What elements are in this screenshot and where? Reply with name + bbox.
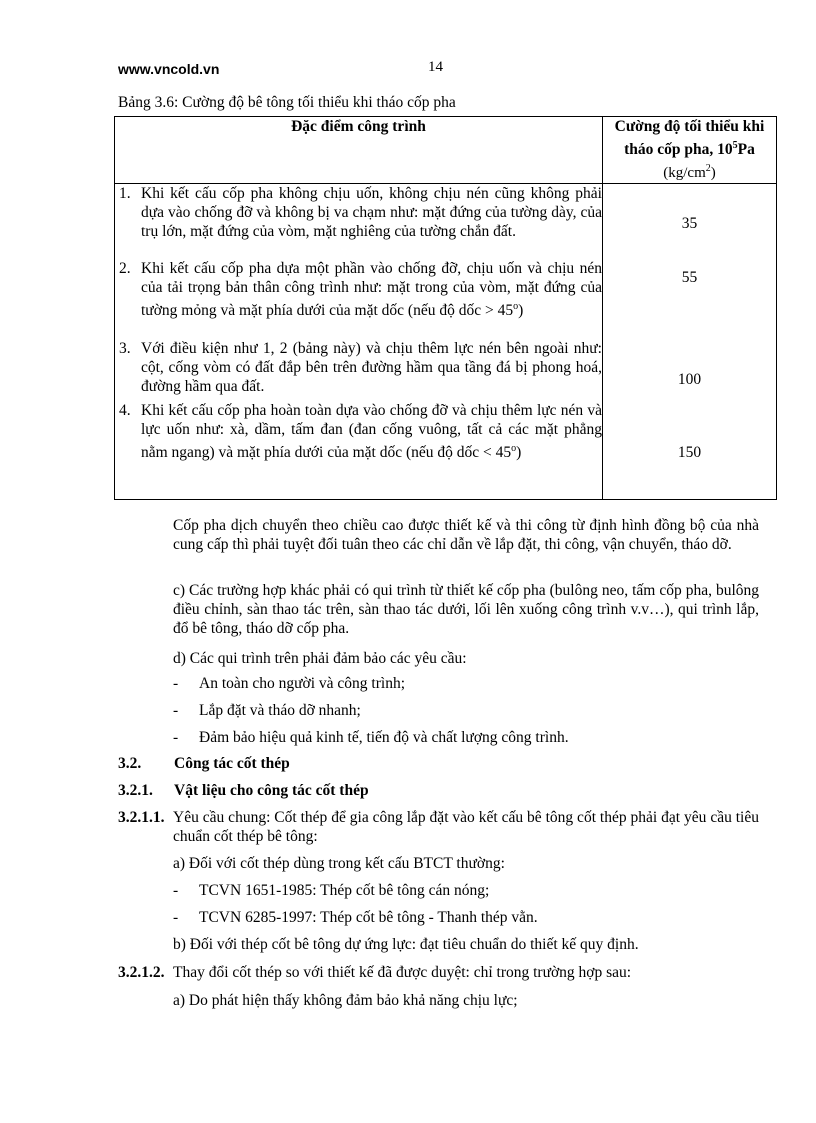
table-row-item: 4. Khi kết cấu cốp pha hoàn toàn dựa vào chống đỡ và chịu thêm lực nén và lực uốn như: xà, dầm, tấm đan (đan cống vuông, tất cả các mặt phẳng nằm ngang) và mặt phía dưới của mặt dốc (nếu độ dốc < $45^o$) bbox=[119, 402, 602, 462]
bullet-item: Lắp đặt và tháo dỡ nhanh; bbox=[199, 702, 361, 719]
bullet-dash: - bbox=[173, 909, 179, 926]
strength-value: 55 bbox=[681, 269, 698, 287]
paragraph: Cốp pha dịch chuyển theo chiều cao được thiết kế và thi công từ định hình đồng bộ của nhà cung cấp thì phải tuyệt đối tuân theo các chỉ dẫn về lắp đặt, thi công, vận chuyển, tháo dỡ. bbox=[173, 517, 759, 553]
concrete-strength-table bbox=[114, 116, 777, 500]
table-row-item: 1. Khi kết cấu cốp pha không chịu uốn, không chịu nén cũng không phải dựa vào chống đỡ và không bị va chạm như: mặt đứng của tường dày, của trụ lớn, mặt đứng của vòm, mặt nghiêng của tường chắn đất. bbox=[119, 185, 602, 241]
section-number: 3.2. bbox=[118, 755, 142, 772]
clause-number: 3.2.1.2. bbox=[118, 964, 165, 981]
table-caption: Bảng 3.6: Cường độ bê tông tối thiểu khi tháo cốp pha bbox=[118, 94, 456, 111]
bullet-dash: - bbox=[173, 729, 179, 746]
clause-number: 3.2.1.1. bbox=[118, 809, 165, 826]
subsection-title: Vật liệu cho công tác cốt thép bbox=[174, 782, 369, 799]
section-title: Công tác cốt thép bbox=[174, 755, 290, 772]
characteristics-cell bbox=[115, 184, 603, 500]
table-row-item: 3. Với điều kiện như 1, 2 (bảng này) và chịu thêm lực nén bên ngoài như: cột, cống vòm có đất đắp bên trên đường hầm qua tầng đá bị phong hoá, đường hầm qua đất. bbox=[119, 340, 602, 396]
bullet-item: TCVN 6285-1997: Thép cốt bê tông - Thanh thép vằn. bbox=[199, 909, 538, 926]
paragraph: d) Các qui trình trên phải đảm bảo các yêu cầu: bbox=[173, 650, 467, 667]
subsection-number: 3.2.1. bbox=[118, 782, 153, 799]
strength-value: 35 bbox=[681, 215, 698, 233]
paragraph: a) Đối với cốt thép dùng trong kết cấu BTCT thường: bbox=[173, 855, 505, 872]
bullet-item: An toàn cho người và công trình; bbox=[199, 675, 406, 692]
bullet-item: TCVN 1651-1985: Thép cốt bê tông cán nóng; bbox=[199, 882, 490, 899]
table-header-row bbox=[115, 117, 777, 184]
bullet-item: Đảm bảo hiệu quả kinh tế, tiến độ và chất lượng công trình. bbox=[199, 729, 569, 746]
values-cell bbox=[603, 184, 777, 500]
site-url: www.vncold.vn bbox=[118, 61, 220, 77]
paragraph: a) Do phát hiện thấy không đảm bảo khả năng chịu lực; bbox=[173, 992, 518, 1009]
col-header-min-strength: Cường độ tối thiểu khi tháo cốp pha, $10^5Pa$ $(kg/cm^2)$ bbox=[603, 117, 777, 184]
table-row-item: 2. Khi kết cấu cốp pha dựa một phần vào chống đỡ, chịu uốn và chịu nén của tải trọng bản thân công trình như: mặt trong của vòm, mặt đứng của tường mỏng và mặt phía dưới của mặt dốc (nếu độ dốc > $45^o$) bbox=[119, 260, 602, 320]
clause-text: Yêu cầu chung: Cốt thép để gia công lắp đặt vào kết cấu bê tông cốt thép phải đạt yêu cầu tiêu chuẩn cốt thép bê tông: bbox=[173, 809, 759, 845]
strength-value: 100 bbox=[677, 371, 702, 389]
paragraph: b) Đối với thép cốt bê tông dự ứng lực: đạt tiêu chuẩn do thiết kế quy định. bbox=[173, 936, 639, 953]
paragraph: c) Các trường hợp khác phải có qui trình từ thiết kế cốp pha (bulông neo, tấm cốp pha, bulông điều chỉnh, sàn thao tác trên, sàn thao tác dưới, lối lên xuống công trình v.v…), qui trình lắp, đổ bê tông, tháo dỡ cốp pha. bbox=[173, 582, 759, 637]
strength-value: 150 bbox=[677, 444, 702, 462]
bullet-dash: - bbox=[173, 702, 179, 719]
clause-text: Thay đổi cốt thép so với thiết kế đã được duyệt: chỉ trong trường hợp sau: bbox=[173, 964, 632, 981]
col-header-characteristics: Đặc điểm công trình bbox=[115, 117, 603, 184]
bullet-dash: - bbox=[173, 882, 179, 899]
bullet-dash: - bbox=[173, 675, 179, 692]
table-body-row bbox=[115, 184, 777, 500]
col-unit: $(kg/cm^2)$ bbox=[663, 163, 716, 182]
page-number: 14 bbox=[428, 59, 443, 75]
